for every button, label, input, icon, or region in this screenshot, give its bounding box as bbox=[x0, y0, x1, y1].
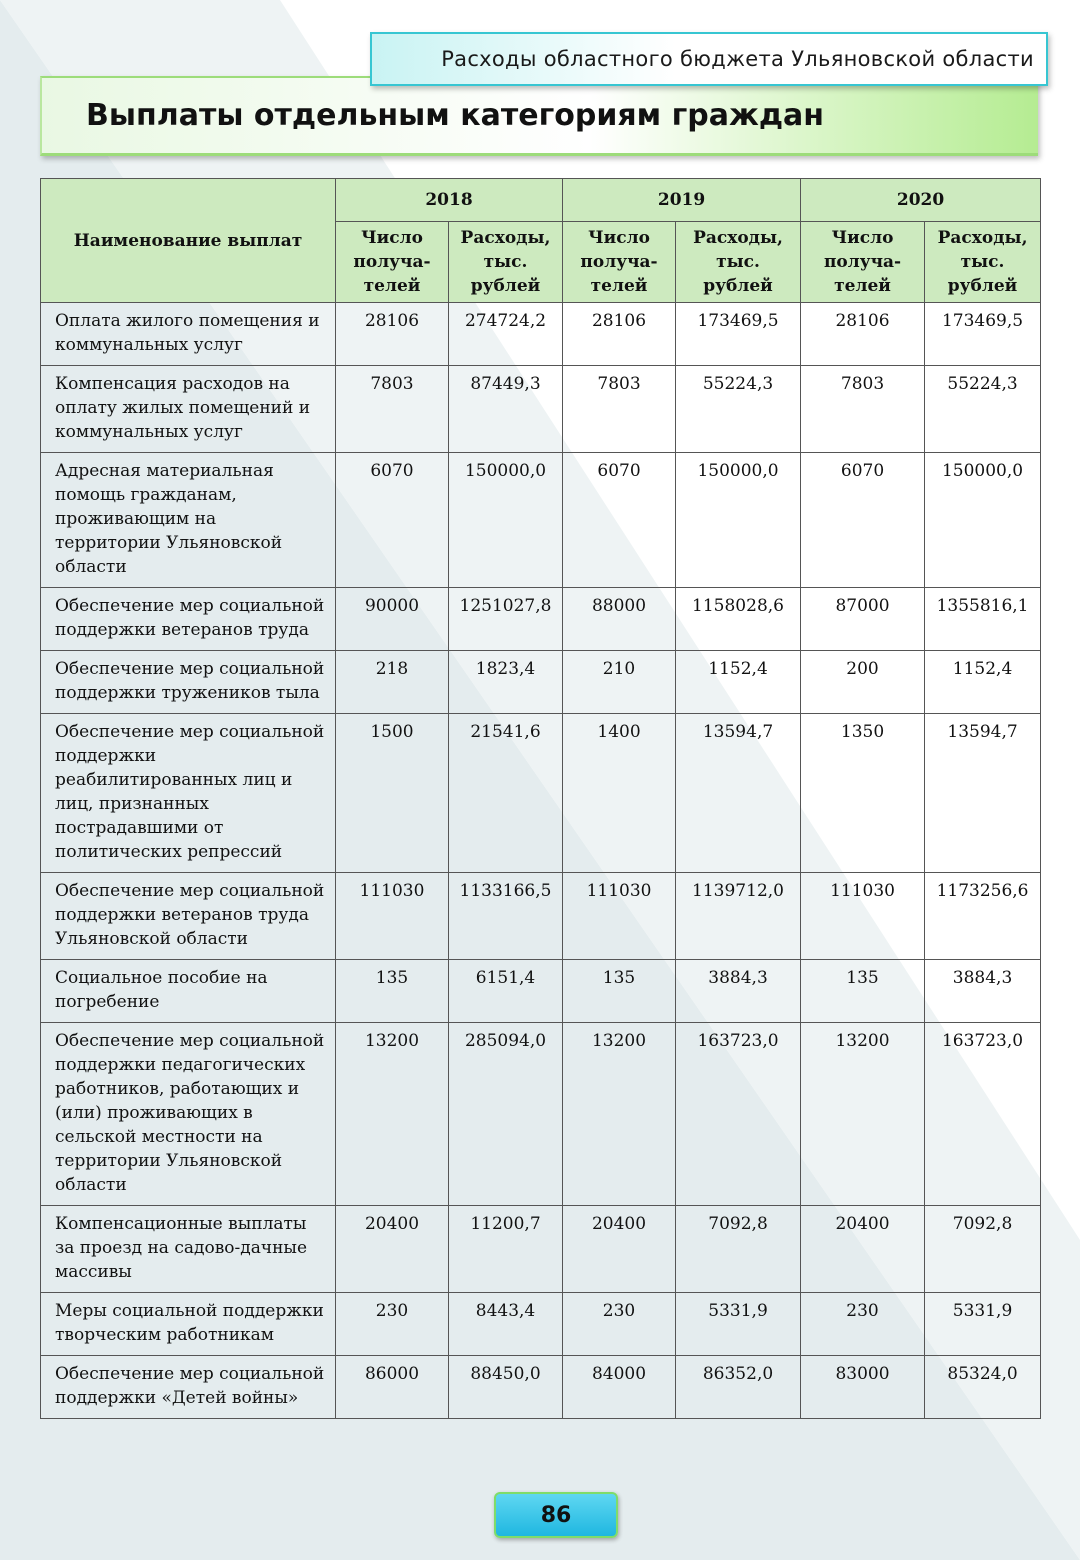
table-row bbox=[41, 960, 1041, 1023]
expenses-cell: 5331,9 bbox=[676, 1293, 801, 1356]
recipients-count-cell: 6070 bbox=[336, 453, 449, 588]
payment-name-cell: Обеспечение мер социальной поддержки «Детей войны» bbox=[41, 1356, 336, 1419]
recipients-count-cell: 28106 bbox=[801, 303, 925, 366]
expenses-cell: 1173256,6 bbox=[925, 873, 1041, 960]
table-row bbox=[41, 303, 1041, 366]
payment-name-cell: Компенсационные выплаты за проезд на садово-дачные массивы bbox=[41, 1206, 336, 1293]
payment-name-cell: Обеспечение мер социальной поддержки ветеранов труда bbox=[41, 588, 336, 651]
expenses-header: Расходы, тыс. рублей bbox=[676, 222, 801, 303]
recipients-count-cell: 6070 bbox=[563, 453, 676, 588]
expenses-cell: 8443,4 bbox=[449, 1293, 563, 1356]
header-row-years bbox=[41, 179, 1041, 222]
recipients-count-cell: 83000 bbox=[801, 1356, 925, 1419]
table-row bbox=[41, 651, 1041, 714]
year-header: 2018 bbox=[336, 179, 563, 222]
expenses-cell: 55224,3 bbox=[925, 366, 1041, 453]
table-row bbox=[41, 1293, 1041, 1356]
recipients-count-cell: 135 bbox=[336, 960, 449, 1023]
expenses-cell: 150000,0 bbox=[925, 453, 1041, 588]
recipients-count-cell: 88000 bbox=[563, 588, 676, 651]
expenses-cell: 163723,0 bbox=[676, 1023, 801, 1206]
recipients-count-cell: 20400 bbox=[336, 1206, 449, 1293]
payment-name-cell: Обеспечение мер социальной поддержки педагогических работников, работающих и (или) проживающих в сельской местности на территории Ульяновской области bbox=[41, 1023, 336, 1206]
payment-name-cell: Компенсация расходов на оплату жилых помещений и коммунальных услуг bbox=[41, 366, 336, 453]
recipients-count-cell: 200 bbox=[801, 651, 925, 714]
expenses-cell: 1355816,1 bbox=[925, 588, 1041, 651]
recipients-count-cell: 13200 bbox=[801, 1023, 925, 1206]
expenses-cell: 85324,0 bbox=[925, 1356, 1041, 1419]
recipients-count-cell: 230 bbox=[336, 1293, 449, 1356]
table-row bbox=[41, 1356, 1041, 1419]
page-number: 86 bbox=[540, 1502, 572, 1528]
table-row bbox=[41, 453, 1041, 588]
expenses-cell: 173469,5 bbox=[925, 303, 1041, 366]
recipients-count-cell: 218 bbox=[336, 651, 449, 714]
payment-name-cell: Адресная материальная помощь гражданам, проживающим на территории Ульяновской области bbox=[41, 453, 336, 588]
expenses-cell: 274724,2 bbox=[449, 303, 563, 366]
count-header: Число получа-телей bbox=[563, 222, 676, 303]
expenses-cell: 173469,5 bbox=[676, 303, 801, 366]
recipients-count-cell: 135 bbox=[563, 960, 676, 1023]
recipients-count-cell: 90000 bbox=[336, 588, 449, 651]
expenses-cell: 1251027,8 bbox=[449, 588, 563, 651]
section-banner bbox=[370, 32, 1048, 86]
expenses-cell: 1133166,5 bbox=[449, 873, 563, 960]
table-row bbox=[41, 588, 1041, 651]
expenses-cell: 150000,0 bbox=[449, 453, 563, 588]
recipients-count-cell: 230 bbox=[801, 1293, 925, 1356]
expenses-cell: 5331,9 bbox=[925, 1293, 1041, 1356]
page-title-banner bbox=[40, 76, 1038, 156]
expenses-cell: 1823,4 bbox=[449, 651, 563, 714]
expenses-header: Расходы, тыс. рублей bbox=[449, 222, 563, 303]
table-body bbox=[41, 303, 1041, 1419]
expenses-cell: 13594,7 bbox=[925, 714, 1041, 873]
recipients-count-cell: 1400 bbox=[563, 714, 676, 873]
recipients-count-cell: 135 bbox=[801, 960, 925, 1023]
payment-name-cell: Обеспечение мер социальной поддержки тружеников тыла bbox=[41, 651, 336, 714]
expenses-cell: 150000,0 bbox=[676, 453, 801, 588]
recipients-count-cell: 13200 bbox=[563, 1023, 676, 1206]
table-row bbox=[41, 1206, 1041, 1293]
name-column-header: Наименование выплат bbox=[41, 179, 336, 303]
year-header: 2020 bbox=[801, 179, 1041, 222]
expenses-cell: 1139712,0 bbox=[676, 873, 801, 960]
recipients-count-cell: 111030 bbox=[336, 873, 449, 960]
recipients-count-cell: 1500 bbox=[336, 714, 449, 873]
payment-name-cell: Социальное пособие на погребение bbox=[41, 960, 336, 1023]
table-row bbox=[41, 873, 1041, 960]
page-title: Выплаты отдельным категориям граждан bbox=[86, 98, 825, 133]
recipients-count-cell: 7803 bbox=[563, 366, 676, 453]
recipients-count-cell: 20400 bbox=[801, 1206, 925, 1293]
expenses-cell: 6151,4 bbox=[449, 960, 563, 1023]
expenses-cell: 163723,0 bbox=[925, 1023, 1041, 1206]
expenses-cell: 1152,4 bbox=[925, 651, 1041, 714]
section-title: Расходы областного бюджета Ульяновской области bbox=[441, 47, 1034, 71]
count-header: Число получа-телей bbox=[801, 222, 925, 303]
recipients-count-cell: 111030 bbox=[801, 873, 925, 960]
expenses-cell: 3884,3 bbox=[925, 960, 1041, 1023]
table-row bbox=[41, 1023, 1041, 1206]
payment-name-cell: Обеспечение мер социальной поддержки ветеранов труда Ульяновской области bbox=[41, 873, 336, 960]
recipients-count-cell: 111030 bbox=[563, 873, 676, 960]
expenses-cell: 86352,0 bbox=[676, 1356, 801, 1419]
recipients-count-cell: 28106 bbox=[563, 303, 676, 366]
payments-table bbox=[40, 178, 1041, 1419]
recipients-count-cell: 1350 bbox=[801, 714, 925, 873]
expenses-cell: 7092,8 bbox=[925, 1206, 1041, 1293]
table-row bbox=[41, 366, 1041, 453]
count-header: Число получа-телей bbox=[336, 222, 449, 303]
recipients-count-cell: 20400 bbox=[563, 1206, 676, 1293]
expenses-cell: 1152,4 bbox=[676, 651, 801, 714]
page-number-badge bbox=[494, 1492, 618, 1538]
expenses-cell: 285094,0 bbox=[449, 1023, 563, 1206]
recipients-count-cell: 87000 bbox=[801, 588, 925, 651]
recipients-count-cell: 28106 bbox=[336, 303, 449, 366]
expenses-header: Расходы, тыс. рублей bbox=[925, 222, 1041, 303]
recipients-count-cell: 230 bbox=[563, 1293, 676, 1356]
recipients-count-cell: 7803 bbox=[336, 366, 449, 453]
expenses-cell: 1158028,6 bbox=[676, 588, 801, 651]
expenses-cell: 55224,3 bbox=[676, 366, 801, 453]
expenses-cell: 87449,3 bbox=[449, 366, 563, 453]
expenses-cell: 88450,0 bbox=[449, 1356, 563, 1419]
expenses-cell: 3884,3 bbox=[676, 960, 801, 1023]
expenses-cell: 13594,7 bbox=[676, 714, 801, 873]
recipients-count-cell: 210 bbox=[563, 651, 676, 714]
expenses-cell: 7092,8 bbox=[676, 1206, 801, 1293]
recipients-count-cell: 13200 bbox=[336, 1023, 449, 1206]
recipients-count-cell: 84000 bbox=[563, 1356, 676, 1419]
recipients-count-cell: 7803 bbox=[801, 366, 925, 453]
table-row bbox=[41, 714, 1041, 873]
payment-name-cell: Обеспечение мер социальной поддержки реабилитированных лиц и лиц, признанных пострадавшими от политических репрессий bbox=[41, 714, 336, 873]
expenses-cell: 11200,7 bbox=[449, 1206, 563, 1293]
recipients-count-cell: 86000 bbox=[336, 1356, 449, 1419]
recipients-count-cell: 6070 bbox=[801, 453, 925, 588]
year-header: 2019 bbox=[563, 179, 801, 222]
expenses-cell: 21541,6 bbox=[449, 714, 563, 873]
payment-name-cell: Меры социальной поддержки творческим работникам bbox=[41, 1293, 336, 1356]
payment-name-cell: Оплата жилого помещения и коммунальных услуг bbox=[41, 303, 336, 366]
